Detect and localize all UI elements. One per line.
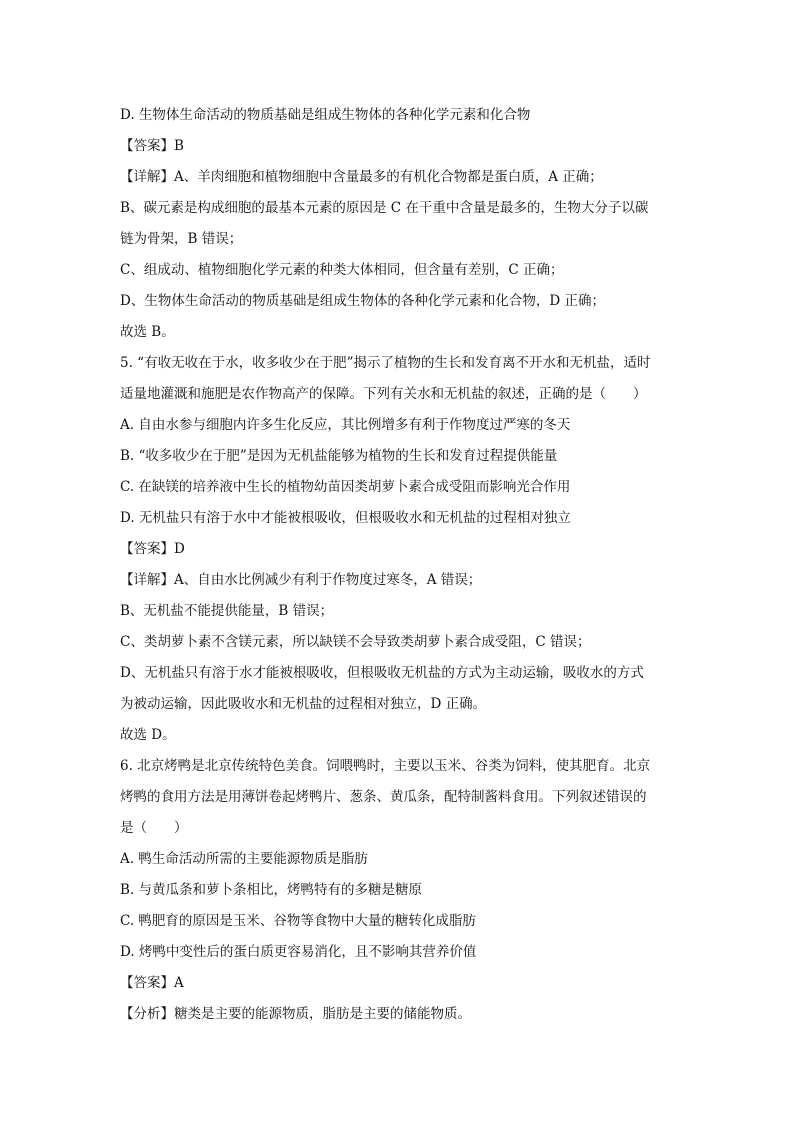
question-6-option-d: D. 烤鸭中变性后的蛋白质更容易消化，且不影响其营养价值 [120,944,477,960]
question-5-option-c: C. 在缺镁的培养液中生长的植物幼苗因类胡萝卜素合成受阻而影响光合作用 [120,479,571,495]
question-6-stem: 是（ ） [120,820,188,836]
analysis-line: 【分析】糖类是主要的能源物质，脂肪是主要的储能物质。 [120,1006,471,1022]
explanation-line: 为被动运输，因此吸收水和无机盐的过程相对独立，D 正确。 [120,696,487,712]
answer-line: 【答案】D [120,541,185,557]
explanation-line: C、类胡萝卜素不含镁元素，所以缺镁不会导致类胡萝卜素合成受阻，C 错误； [120,634,591,650]
question-5-option-a: A. 自由水参与细胞内许多生化反应，其比例增多有利于作物度过严寒的冬天 [120,417,571,433]
explanation-line: B、碳元素是构成细胞的最基本元素的原因是 C 在干重中含量是最多的，生物大分子以碳 [120,200,649,216]
explanation-line: D、生物体生命活动的物质基础是组成生物体的各种化学元素和化合物，D 正确； [120,293,605,309]
question-6-option-b: B. 与黄瓜条和萝卜条相比，烤鸭特有的多糖是糖原 [120,882,423,898]
question-5-option-d: D. 无机盐只有溶于水中才能被根吸收，但根吸收水和无机盐的过程相对独立 [120,510,571,526]
explanation-line: C、组成动、植物细胞化学元素的种类大体相同，但含量有差别，C 正确； [120,262,564,278]
conclusion-line: 故选 D。 [120,727,176,743]
answer-line: 【答案】A [120,975,184,991]
explanation-line: 【详解】A、自由水比例减少有利于作物度过寒冬，A 错误； [120,572,482,588]
question-5-option-b: B. “收多收少在于肥”是因为无机盐能够为植物的生长和发育过程提供能量 [120,448,558,464]
question-5-stem: 适量地灌溉和施肥是农作物高产的保障。下列有关水和无机盐的叙述，正确的是（ ） [120,386,647,402]
conclusion-line: 故选 B。 [120,324,175,340]
question-6-option-c: C. 鸭肥育的原因是玉米、谷物等食物中大量的糖转化成脂肪 [120,913,476,929]
question-6-option-a: A. 鸭生命活动所需的主要能源物质是脂肪 [120,851,368,867]
explanation-line: B、无机盐不能提供能量，B 错误； [120,603,334,619]
question-5-stem: 5. “有收无收在于水，收多收少在于肥”揭示了植物的生长和发育离不开水和无机盐，适时 [120,355,651,371]
document-page [120,100,680,1030]
explanation-line: 链为骨架，B 错误； [120,231,243,247]
explanation-line: 【详解】A、羊肉细胞和植物细胞中含量最多的有机化合物都是蛋白质，A 正确； [120,169,603,185]
question-6-stem: 6. 北京烤鸭是北京传统特色美食。饲喂鸭时，主要以玉米、谷类为饲料，使其肥育。北京 [120,758,651,774]
option-d-line: D. 生物体生命活动的物质基础是组成生物体的各种化学元素和化合物 [120,107,531,123]
question-6-stem: 烤鸭的食用方法是用薄饼卷起烤鸭片、葱条、黄瓜条，配特制酱料食用。下列叙述错误的 [120,789,647,805]
explanation-line: D、无机盐只有溶于水才能被根吸收，但根吸收无机盐的方式为主动运输，吸收水的方式 [120,665,644,681]
answer-line: 【答案】B [120,138,184,154]
